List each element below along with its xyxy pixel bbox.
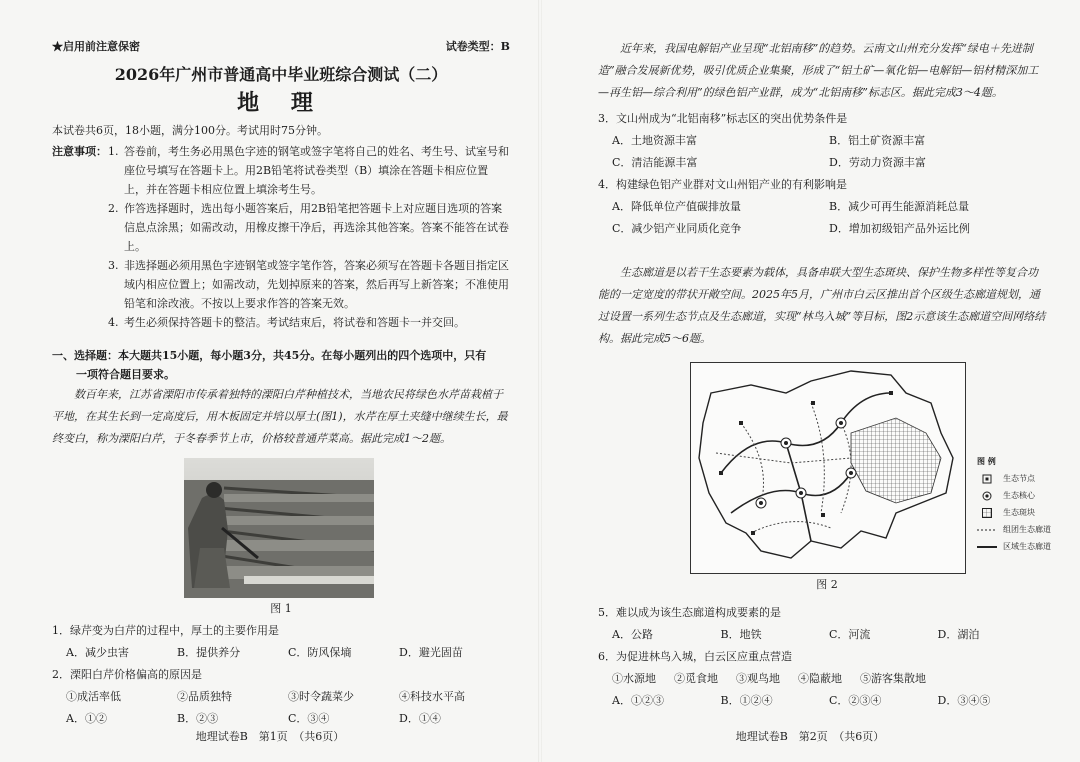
map-legend <box>977 453 1080 555</box>
sub-item: ③观鸟地 <box>736 672 780 685</box>
question-3-options <box>598 130 1046 174</box>
option: C．防风保墒 <box>288 646 352 659</box>
question-6-subitems <box>598 668 1046 690</box>
sub-item: ⑤游客集散地 <box>860 672 926 685</box>
core-icon <box>977 491 997 501</box>
exam-title: 2026年广州市普通高中毕业班综合测试（二） <box>114 65 448 84</box>
sub-item: ③时令蔬菜少 <box>288 690 354 703</box>
page-2-footer: 地理试卷B 第2页 （共6页） <box>735 730 885 743</box>
legend-item: 生态节点 <box>977 470 1080 487</box>
patch-icon <box>977 508 997 518</box>
option: D．③④⑤ <box>937 694 991 707</box>
exam-intro: 本试卷共6页，18小题，满分100分。考试用时75分钟。 <box>52 124 328 137</box>
paper-type: 试卷类型：B <box>445 40 510 53</box>
question-1-stem: 1．绿芹变为白芹的过程中，厚土的主要作用是 <box>52 624 279 637</box>
option: A．公路 <box>612 628 653 641</box>
sub-item: ④科技水平高 <box>399 690 465 703</box>
option: B．①②④ <box>720 694 773 707</box>
legend-item: 组团生态廊道 <box>977 521 1080 538</box>
question-2-stem: 2．溧阳白芹价格偏高的原因是 <box>52 668 202 681</box>
option: D．增加初级铝产品外运比例 <box>829 222 970 235</box>
legend-item: 生态斑块 <box>977 504 1080 521</box>
question-4-options <box>598 196 1046 240</box>
option: A．降低单位产值碳排放量 <box>612 200 741 213</box>
question-6-stem: 6．为促进林鸟入城，白云区应重点营造 <box>598 650 792 663</box>
question-2-options <box>52 708 510 730</box>
header-line <box>52 38 510 58</box>
legend-item: 区域生态廊道 <box>977 538 1080 555</box>
option: D．①④ <box>399 712 441 725</box>
cluster-corridor-icon <box>977 525 997 535</box>
option: A．土地资源丰富 <box>612 134 697 147</box>
farmer-photo-illustration <box>184 458 374 598</box>
figure-2-caption: 图 2 <box>816 578 838 591</box>
sub-item: ②品质独特 <box>177 690 232 703</box>
option: A．减少虫害 <box>66 646 129 659</box>
sub-item: ④隐蔽地 <box>798 672 842 685</box>
option: B．地铁 <box>720 628 762 641</box>
question-3-stem: 3．文山州成为“北铝南移”标志区的突出优势条件是 <box>598 112 848 125</box>
passage-celery: 数百年来，江苏省溧阳市传承着独特的溧阳白芹种植技术，当地农民将绿色水芹苗栽植于平地，在其生长到一定高度后，用木板固定并培以厚土(图1)，水芹在厚土夹缝中继续生长，最终变白，称为溧阳白芹，于冬春季节上市，价格较普通芹菜高。据此完成1～2题。 <box>52 388 508 445</box>
page-2 <box>540 0 1080 762</box>
sub-item: ①水源地 <box>612 672 656 685</box>
regional-corridor-icon <box>977 542 997 552</box>
option: C．河流 <box>829 628 871 641</box>
passage-eco-corridor: 生态廊道是以若干生态要素为载体，具备串联大型生态斑块、保护生物多样性等复合功能的一定宽度的带状开敞空间。2025年5月，广州市白云区推出首个区级生态廊道规划，通过设置一系列生态节点及生态廊道，实现“林鸟入城”等目标，图2示意该生态廊道空间网络结构。据此完成5～6题。 <box>598 266 1046 345</box>
question-6-options <box>598 690 1046 712</box>
option: D．避光固苗 <box>399 646 463 659</box>
question-5-stem: 5．难以成为该生态廊道构成要素的是 <box>598 606 781 619</box>
option: B．减少可再生能源消耗总量 <box>829 200 970 213</box>
option: A．①②③ <box>612 694 664 707</box>
passage-aluminium: 近年来，我国电解铝产业呈现“北铝南移”的趋势。云南文山州充分发挥“绿电＋先进制造”融合发展新优势，吸引优质企业集聚，形成了“铝土矿—氧化铝—电解铝—铝材精深加工—再生铝—综合利用”的绿色铝产业群，成为“北铝南移”标志区。据此完成3～4题。 <box>598 42 1039 99</box>
figure-1-photo <box>184 458 374 598</box>
option: B．铝土矿资源丰富 <box>829 134 926 147</box>
eco-corridor-map <box>691 363 965 573</box>
subject-title: 地 理 <box>237 90 325 116</box>
option: C．减少铝产业同质化竞争 <box>612 222 742 235</box>
question-4-stem: 4．构建绿色铝产业群对文山州铝产业的有利影响是 <box>598 178 847 191</box>
option: A．①② <box>66 712 107 725</box>
option: C．清洁能源丰富 <box>612 156 698 169</box>
question-2-subitems <box>52 686 510 708</box>
option: C．③④ <box>288 712 330 725</box>
notice-heading: 注意事项： <box>52 145 107 158</box>
option: C．②③④ <box>829 694 882 707</box>
question-1-options <box>52 642 510 664</box>
notice-item: 4. 考生必须保持答题卡的整洁。考试结束后，将试卷和答题卡一并交回。 <box>108 316 465 329</box>
option: B．提供养分 <box>177 646 241 659</box>
notice-item: 1. 答卷前，考生务必用黑色字迹的钢笔或签字笔将自己的姓名、考生号、试室号和座位号填写在答题卡上。用2B铅笔将试卷类型（B）填涂在答题卡相应位置上，并在答题卡相应位置上填涂考生号。 <box>108 145 509 196</box>
figure-2-map <box>690 362 1051 574</box>
option: D．劳动力资源丰富 <box>829 156 926 169</box>
sub-item: ①成活率低 <box>66 690 121 703</box>
notice-block <box>52 142 510 332</box>
question-5-options <box>598 624 1046 646</box>
legend-item: 生态核心 <box>977 487 1080 504</box>
page-1-footer: 地理试卷B 第1页 （共6页） <box>195 730 345 743</box>
secret-mark: ★启用前注意保密 <box>52 40 140 53</box>
option: B．②③ <box>177 712 219 725</box>
option: D．湖泊 <box>937 628 980 641</box>
notice-item: 3. 非选择题必须用黑色字迹钢笔或签字笔作答，答案必须写在答题卡各题目指定区域内相应位置上；如需改动，先划掉原来的答案，然后再写上新答案；不准使用铅笔和涂改液。不按以上要求作答的答案无效。 <box>108 259 509 310</box>
figure-1-caption: 图 1 <box>270 602 292 615</box>
notice-item: 2. 作答选择题时，选出每小题答案后，用2B铅笔把答题卡上对应题目选项的答案信息点涂黑；如需改动，用橡皮擦干净后，再选涂其他答案。答案不能答在试卷上。 <box>108 202 509 253</box>
legend-title: 图 例 <box>977 456 996 466</box>
node-icon <box>977 474 997 484</box>
sub-item: ②觅食地 <box>674 672 718 685</box>
section-heading: 一、选择题：本大题共15小题，每小题3分，共45分。在每小题列出的四个选项中，只有 一项符合题目要求。 <box>52 349 487 381</box>
